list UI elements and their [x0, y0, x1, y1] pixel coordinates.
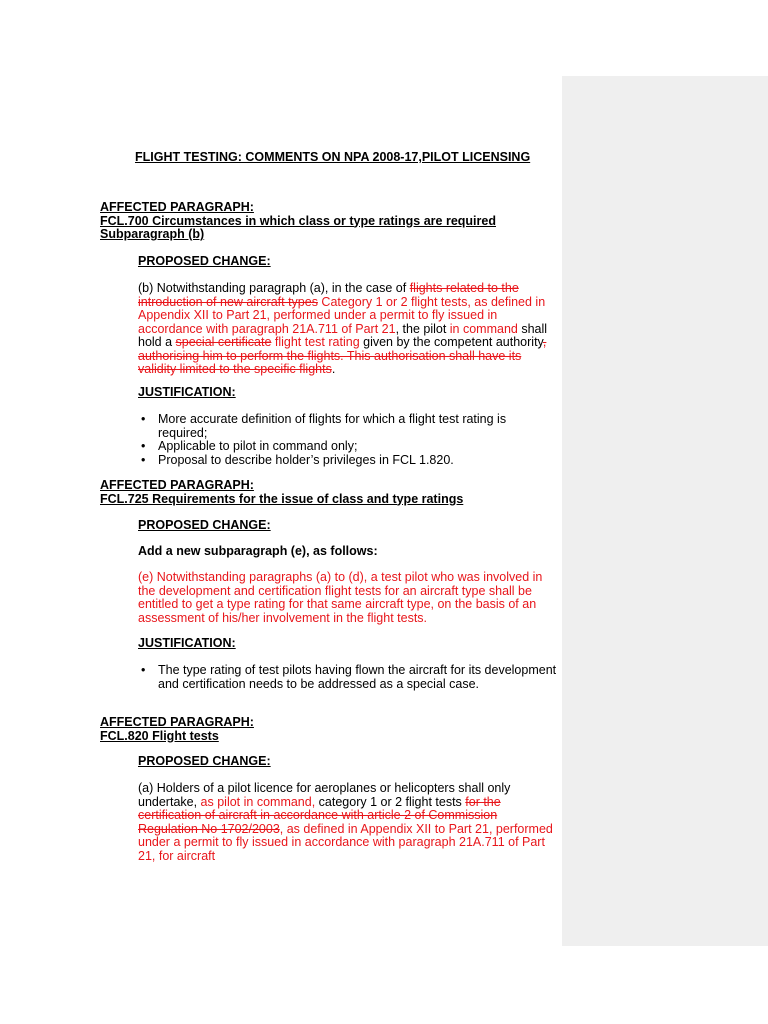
inserted-text: , as defined in Appendix XII to Part 21, performed under a permit to fly issued in accordance with paragraph 21A.711 of Part 21, for aircraft [138, 821, 553, 863]
body-text: (b) Notwithstanding paragraph (a), in the case of [138, 281, 410, 295]
proposed-change-label: PROPOSED CHANGE: [138, 254, 271, 268]
paragraph-reference: FCL.820 Flight tests [100, 728, 219, 743]
inserted-text: flight test rating [271, 335, 360, 349]
proposed-change-label: PROPOSED CHANGE: [138, 754, 271, 768]
affected-paragraph-label: AFFECTED PARAGRAPH: [100, 200, 254, 214]
deleted-text: flights related to the introduction of new aircraft types [138, 281, 519, 309]
deleted-text: for the certification of aircraft in accordance with article 2 of Commission Regulation No 1702/2003 [138, 794, 501, 836]
body-text: , the pilot [395, 321, 450, 336]
proposed-change-text: (e) Notwithstanding paragraphs (a) to (d), a test pilot who was involved in the development and certification flight tests for an aircraft type shall be entitled to get a type rating for that same aircraft type, on the basis of an assessment of his/her involvement in the flight tests. [138, 570, 543, 625]
subparagraph-reference: Subparagraph (b) [100, 227, 205, 241]
justification-item: • The type rating of test pilots having flown the aircraft for its development and certification needs to be addressed as a special case. [138, 664, 558, 691]
deleted-text: special certificate [175, 335, 272, 349]
section-fcl725-header [100, 479, 560, 506]
comment-margin-panel [562, 76, 768, 946]
proposed-change-label: PROPOSED CHANGE: [138, 518, 271, 532]
body-text: category 1 or 2 flight tests [315, 794, 466, 809]
add-subparagraph-line: Add a new subparagraph (e), as follows: [138, 544, 378, 558]
section-fcl820-header [100, 716, 560, 743]
deleted-text: , authorising him to perform the flights. This authorisation shall have its validity limited to the specific flights [138, 335, 547, 376]
affected-paragraph-label: AFFECTED PARAGRAPH: [100, 478, 254, 492]
justification-label: JUSTIFICATION: [138, 636, 236, 650]
body-text: shall hold a [138, 321, 548, 349]
justification-item: • Proposal to describe holder’s privileges in FCL 1.820. [138, 454, 558, 468]
inserted-text: as pilot in command, [200, 794, 316, 809]
section-fcl700-header [100, 201, 560, 242]
justification-item: • Applicable to pilot in command only; [138, 440, 558, 454]
body-text: given by the competent authority [359, 335, 543, 349]
justification-list [138, 413, 558, 467]
proposed-change-text [138, 282, 558, 377]
document-title: FLIGHT TESTING: COMMENTS ON NPA 2008-17,PILOT LICENSING [135, 150, 531, 164]
paragraph-reference: FCL.700 Circumstances in which class or type ratings are required [100, 213, 496, 228]
body-text: . [331, 362, 336, 376]
proposed-change-text [138, 782, 558, 863]
inserted-text: Category 1 or 2 flight tests, as defined in Appendix XII to Part 21, performed under a permit to fly issued in accordance with paragraph 21A.711 of Part 21 [138, 294, 546, 336]
inserted-text: in command [449, 321, 518, 336]
body-text: (a) Holders of a pilot licence for aeroplanes or helicopters shall only undertake, [138, 781, 511, 809]
justification-label: JUSTIFICATION: [138, 385, 236, 399]
justification-item: • More accurate definition of flights for which a flight test rating is required; [138, 413, 558, 440]
justification-list [138, 664, 558, 691]
affected-paragraph-label: AFFECTED PARAGRAPH: [100, 715, 254, 729]
paragraph-reference: FCL.725 Requirements for the issue of class and type ratings [100, 491, 464, 506]
